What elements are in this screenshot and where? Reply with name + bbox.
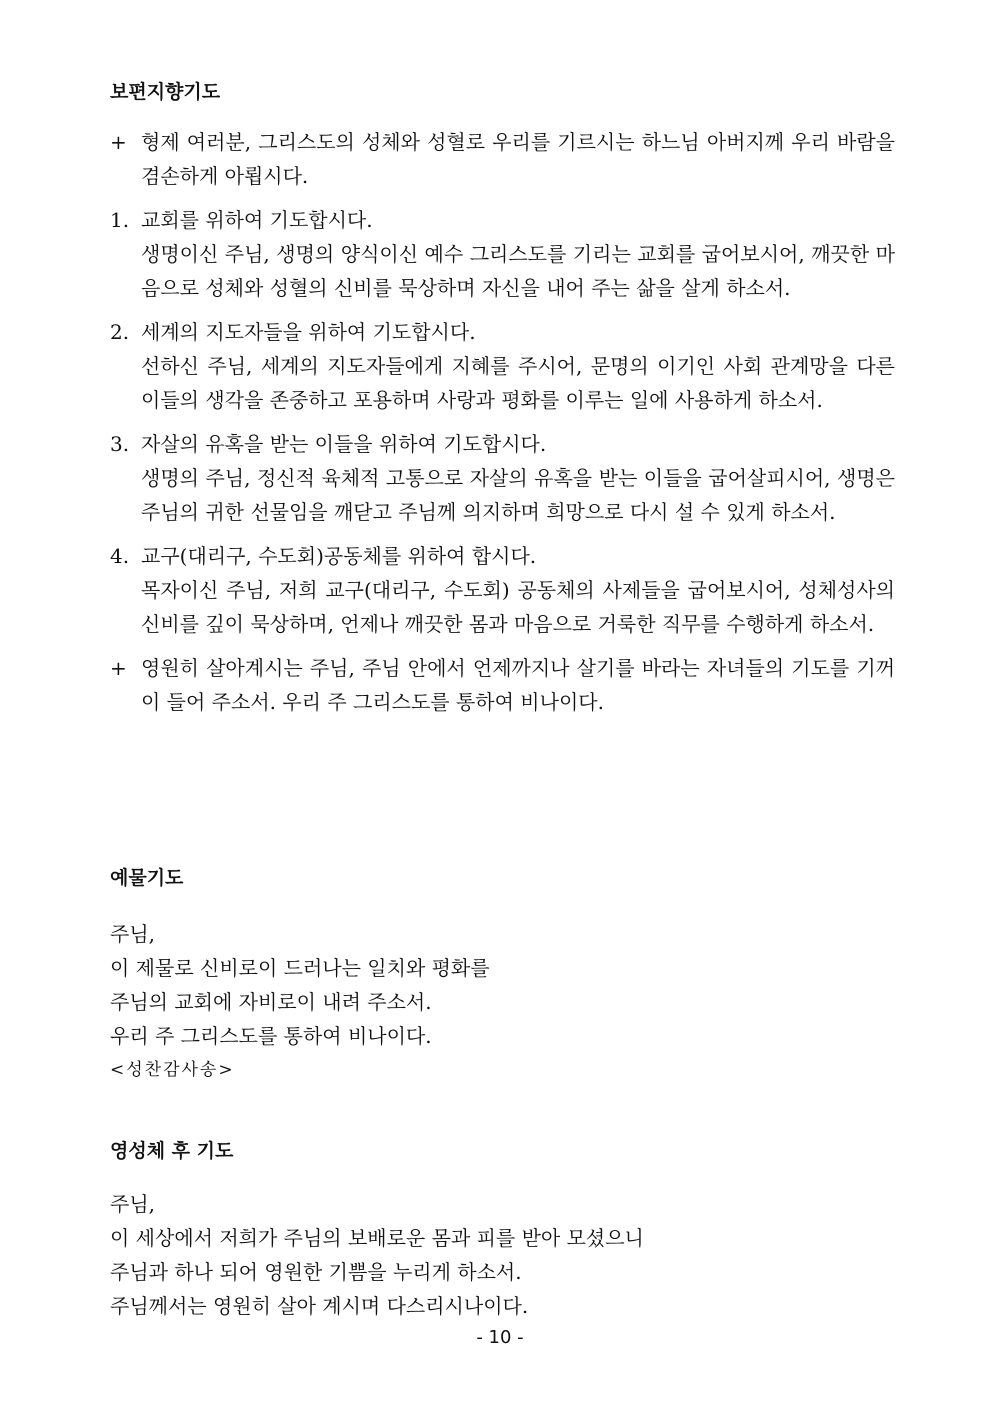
communion-body: [110, 1187, 895, 1323]
closing-text: 영원히 살아계시는 주님, 주님 안에서 언제까지나 살기를 바라는 자녀들의 기도를 기꺼이 들어 주소서. 우리 주 그리스도를 통하여 비나이다.: [141, 656, 895, 714]
intention-number: 3.: [110, 432, 130, 456]
offertory-line: 우리 주 그리스도를 통하여 비나이다.: [110, 1024, 432, 1048]
closing-marker: +: [110, 656, 127, 680]
preface-note: <성찬감사송>: [110, 1060, 235, 1080]
offertory-line: 이 제물로 신비로이 드러나는 일치와 평화를: [110, 956, 490, 980]
communion-line: 이 세상에서 저희가 주님의 보배로운 몸과 피를 받아 모셨으니: [110, 1226, 644, 1250]
offertory-line: 주님,: [110, 922, 155, 946]
intro-text: 형제 여러분, 그리스도의 성체와 성혈로 우리를 기르시는 하느님 아버지께 우리 바람을 겸손하게 아룁시다.: [141, 130, 895, 188]
offertory-heading: 예물기도: [110, 867, 184, 889]
intention-item-3: [110, 427, 895, 529]
intention-title: 교회를 위하여 기도합시다.: [141, 208, 373, 232]
closing-paragraph: [110, 651, 895, 719]
intro-paragraph: [110, 125, 895, 193]
intention-number: 4.: [110, 544, 130, 568]
offertory-body: [110, 917, 895, 1087]
intention-prayer: 생명의 주님, 정신적 육체적 고통으로 자살의 유혹을 받는 이들을 굽어살피시어, 생명은 주님의 귀한 선물임을 깨닫고 주님께 의지하며 희망으로 다시 설 수 있게 하소서.: [141, 466, 895, 524]
universal-prayer-heading: 보편지향기도: [110, 81, 221, 103]
offertory-line: 주님의 교회에 자비로이 내려 주소서.: [110, 990, 432, 1014]
intention-title: 세계의 지도자들을 위하여 기도합시다.: [141, 320, 476, 344]
intention-number: 2.: [110, 320, 130, 344]
communion-line: 주님께서는 영원히 살아 계시며 다스리시나이다.: [110, 1294, 529, 1318]
intention-item-4: [110, 539, 895, 641]
intro-marker: +: [110, 130, 127, 154]
intention-prayer: 목자이신 주님, 저희 교구(대리구, 수도회) 공동체의 사제들을 굽어보시어, 성체성사의 신비를 깊이 묵상하며, 언제나 깨끗한 몸과 마음으로 거룩한 직무를 수행하게 하소서.: [141, 578, 895, 636]
intention-prayer: 생명이신 주님, 생명의 양식이신 예수 그리스도를 기리는 교회를 굽어보시어, 깨끗한 마음으로 성체와 성혈의 신비를 묵상하며 자신을 내어 주는 삶을 살게 하소서.: [141, 242, 895, 300]
intention-item-1: [110, 203, 895, 305]
intention-item-2: [110, 315, 895, 417]
communion-line: 주님과 하나 되어 영원한 기쁨을 누리게 하소서.: [110, 1260, 522, 1284]
page-number: - 10 -: [476, 1327, 524, 1348]
communion-heading: 영성체 후 기도: [110, 1140, 234, 1162]
intention-number: 1.: [110, 208, 130, 232]
intention-title: 자살의 유혹을 받는 이들을 위하여 기도합시다.: [141, 432, 547, 456]
intention-prayer: 선하신 주님, 세계의 지도자들에게 지혜를 주시어, 문명의 이기인 사회 관계망을 다른 이들의 생각을 존중하고 포용하며 사랑과 평화를 이루는 일에 사용하게 하소서.: [141, 354, 895, 412]
communion-line: 주님,: [110, 1192, 155, 1216]
intention-title: 교구(대리구, 수도회)공동체를 위하여 합시다.: [141, 544, 537, 568]
universal-prayer-body: [110, 125, 895, 719]
